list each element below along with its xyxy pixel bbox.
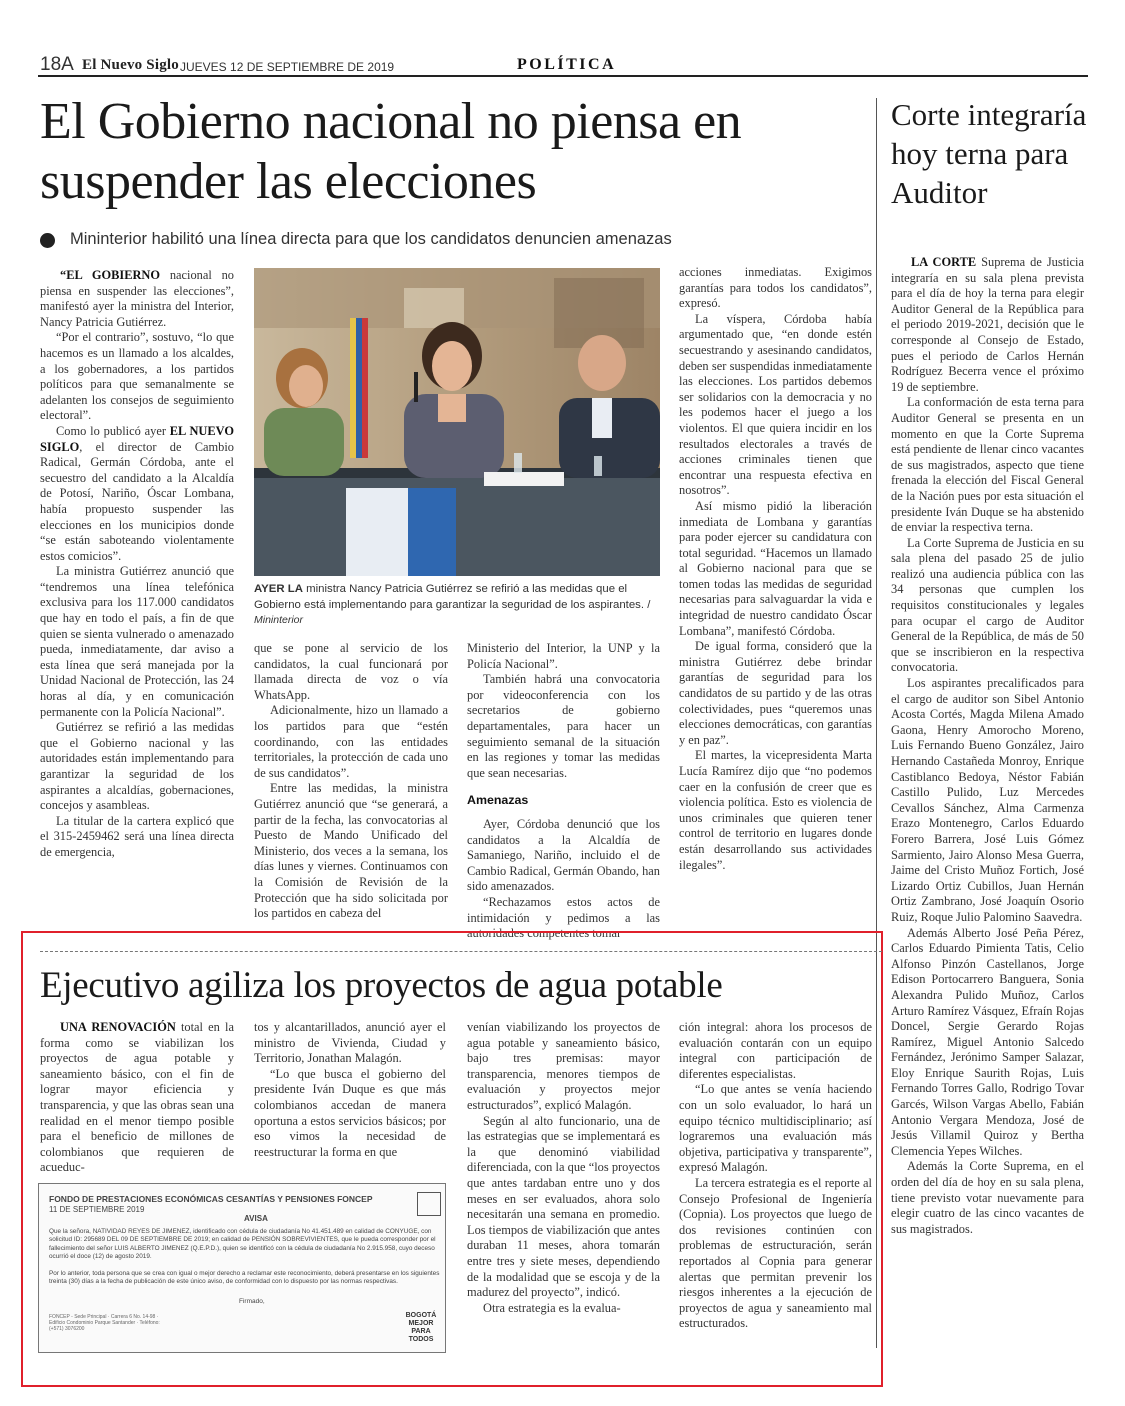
paragraph: que se pone al servicio de los candidatos, la cual funcionará por llamada directa de voz o vía WhatsApp. bbox=[254, 641, 448, 702]
paragraph: Gutiérrez se refirió a las medidas que el Gobierno nacional y las autoridades están implementando para garantizar la seguridad de los aspirantes a alcaldías, gobernaciones, concejos y asambleas. bbox=[40, 720, 234, 813]
notice-title: AVISA bbox=[244, 1214, 268, 1223]
paragraph: Ayer, Córdoba denunció que los candidatos a la Alcaldía de Samaniego, Nariño, incluido el de Cambio Radical, Germán Obando, han sido amenazados. bbox=[467, 816, 660, 894]
lead-in: “EL GOBIERNO bbox=[60, 268, 161, 282]
legal-notice bbox=[38, 1183, 446, 1353]
bullet-icon bbox=[40, 233, 55, 248]
paragraph: Además Alberto José Peña Pérez, Carlos Eduardo Pimienta Tatis, Celio Alfonso Pinzón Castellanos, Jorge Edison Portocarrero Banguera, Sonia Alexandra Pulido Muñoz, Carlos Arturo Ramírez Vásquez, Efraín Rojas Doncel, Sergie Gerardo Rojas Ramírez, Miguel Antonio Salcedo Fernández, Jerónimo Samper Salazar, Eloy Enrique Saurith Rojas, Luis Fernando Torres Gallo, Rodrigo Tovar Garcés, Wilson Vargas Abello, Fabián Antonio Vergara Mendoza, José de Jesús Villamil Quiroz y Bertha Clemencia Yepes Wilches. bbox=[891, 925, 1084, 1158]
paragraph: Suprema de Justicia integraría en su sala plena prevista para el día de hoy la terna para elegir Auditor General de la República para el periodo 2019-2021, decisión que le corresponde al Consejo de Estado, pues el periodo de Carlos Hernán Rodríguez Becerra vence el próximo 19 de septiembre. bbox=[891, 255, 1084, 394]
paragraph: “Por el contrario”, sostuvo, “lo que hacemos es un llamado a los alcaldes, a los gobernadores, a los partidos políticos para que semanalmente se adelanten los consejos de seguimiento electoral”. bbox=[40, 330, 234, 423]
paragraph: Como lo publicó ayer bbox=[56, 423, 170, 438]
story-divider bbox=[40, 951, 882, 952]
paragraph: “Rechazamos estos actos de intimidación y pedimos a las autoridades competentes tomar bbox=[467, 894, 660, 941]
paragraph: acciones inmediatas. Exigimos garantías para todos los candidatos”, expresó. bbox=[679, 265, 872, 311]
paragraph: “Lo que antes se venía haciendo con un solo evaluador, lo hará un equipo técnico multidisciplinario; así lograremos una evaluación más objetiva, participativa y transparente”, expresó Malagón. bbox=[679, 1082, 872, 1175]
paragraph: , el director de Cambio Radical, Germán Córdoba, ante el secuestro del candidato a la Alcaldía de Potosí, Nariño, Óscar Lombana, había propuesto suspender las elecciones en los municipios donde “se están saboteando violentamente estos comicios”. bbox=[40, 439, 234, 563]
second-column-1 bbox=[40, 1020, 234, 1175]
crest-icon bbox=[417, 1192, 441, 1216]
photo-credit: Mininterior bbox=[254, 614, 304, 626]
caption-lead: AYER LA bbox=[254, 583, 303, 595]
sidebar-headline: Corte integraría hoy terna para Auditor bbox=[891, 97, 1087, 210]
paragraph: Ministerio del Interior, la UNP y la Policía Nacional”. bbox=[467, 641, 660, 671]
section-name: POLÍTICA bbox=[517, 56, 617, 73]
main-headline: El Gobierno nacional no piensa en suspender las elecciones bbox=[40, 93, 742, 210]
issue-date: JUEVES 12 DE SEPTIEMBRE DE 2019 bbox=[180, 60, 395, 74]
paragraph: Según al alto funcionario, una de las estrategias que se implementará es la que denominó viabilidad diferenciada, con la que “los proyectos que antes tardaban entre uno y dos meses en ser evaluados, ahora solo necesitarán una semana en promedio. Los tiempos de viabilización que antes duraban 11 meses, ahora tomarán entre tres y siete meses, dependiendo de la modalidad que se escoja y de la madurez del proyecto”, indicó. bbox=[467, 1113, 660, 1300]
paragraph: De igual forma, consideró que la ministra Gutiérrez debe brindar garantías de seguridad para los candidatos de su partido y de las otras colectividades, pues “queremos unas elecciones democráticas, con garantías y en paz”. bbox=[679, 639, 872, 747]
paragraph: Además la Corte Suprema, en el orden del día de hoy en su sala plena, tiene previsto votar nuevamente para elegir cuatro de las cinco vacantes de sus magistrados. bbox=[891, 1159, 1084, 1236]
main-subhead: Mininterior habilitó una línea directa para que los candidatos denuncien amenazas bbox=[70, 230, 672, 248]
masthead: El Nuevo Siglo bbox=[82, 57, 179, 73]
paragraph: tos y alcantarillados, anunció ayer el ministro de Vivienda, Ciudad y Territorio, Jonathan Malagón. bbox=[254, 1020, 446, 1066]
paragraph: total en la forma como se viabilizan los proyectos de agua potable y saneamiento básico, con el fin de lograr mayor eficiencia y transparencia, y que las obras sean una realidad en el menor tiempo posible para el beneficio de millones de colombianos que requieren de acueduc- bbox=[40, 1020, 234, 1175]
paragraph: El martes, la vicepresidenta Marta Lucía Ramírez dijo que “no podemos caer en la confusión de creer que es violencia política. Esto es violencia de unos criminales que quieren tener control de territorio en lugares donde están desarrollando sus actividades ilegales”. bbox=[679, 748, 872, 872]
main-column-2 bbox=[254, 641, 448, 932]
notice-body: Que la señora, NATIVIDAD REYES DE JIMENEZ, identificado con cédula de ciudadanía No 41.451.489 en calidad de CONYUGE, con solicitud ID: 295689 DEL 09 DE SEPTIEMBRE DE 2019; en calidad de PENSIÓN SOBREVIVIENTES, que le pueda corresponder por el fallecimiento del señor LUIS ALBERTO JIMENEZ (Q.E.P.D.), quien se identificó con la cédula de ciudadanía No 2.915.958, cuyo deceso ocurrió el doce (12) de agosto 2019. bbox=[49, 1228, 436, 1260]
paragraph: Los aspirantes precalificados para el cargo de auditor son Sibel Antonio Acosta Cortés, Magda Milena Amado Gaona, Henry Amorocho Moreno, Luis Fernando Bueno González, Jairo Hernando Castañeda Monroy, Enrique Castiblanco Bedoya, Néstor Fabián Castillo Pulido, Luz Mercedes Cevallos Sánchez, Alma Carmenza Erazo Montenegro, Carlos Eduardo Forero Barrera, José Luis Gómez Sarmiento, Jairo Alonso Mesa Guerra, Jaime del Cristo Muñoz Fortich, José Lizardo Ortiz Cubillos, Juan Hernán Ortiz Zambrano, José Joaquín Osorio Ruiz, Roque Julio Palomino Saavedra. bbox=[891, 676, 1084, 924]
paragraph: La víspera, Córdoba había argumentado que, “en donde estén secuestrando y asesinando candidatos, deben ser suspendidas inmediatamente las elecciones. Los partidos debemos ser solidarios con la democracia y no les podemos hacer el juego a los violentos. El que quiera incidir en los resultados electorales a través de acciones criminales tienen que encontrar una respuesta efectiva en nosotros”. bbox=[679, 311, 872, 498]
paragraph: También habrá una convocatoria por videoconferencia con los secretarios de gobierno departamentales, para hacer un seguimiento semanal de la situación en las regiones y tomar las medidas que sean necesarias. bbox=[467, 672, 660, 780]
section-subhead: Amenazas bbox=[467, 793, 529, 808]
paragraph: Adicionalmente, hizo un llamado a los partidos para que “estén coordinando, con las entidades territoriales, la protección de cada uno de sus candidatos”. bbox=[254, 703, 448, 780]
paragraph: ción integral: ahora los procesos de evaluación contarán con un equipo integral con participación de diferentes especialistas. bbox=[679, 1020, 872, 1081]
page-number: 18A bbox=[40, 54, 74, 75]
photo-caption bbox=[254, 582, 660, 629]
main-column-1 bbox=[40, 268, 234, 932]
paragraph: nacional no piensa en suspender las elecciones”, manifestó ayer la ministra del Interior, Nancy Patricia Gutiérrez. bbox=[40, 268, 234, 329]
bogota-logo: BOGOTÁ MEJOR PARA TODOS bbox=[405, 1312, 437, 1343]
paragraph: Así mismo pidió la liberación inmediata de Lombana y garantías para poder ejercer su candidatura con total seguridad. “Hacemos un llamado al Gobierno nacional para que se tomen todas las medidas de seguridad necesarias para salvaguardar la vida e integridad de nuestro candidato Óscar Lombana”, manifestó Córdoba. bbox=[679, 498, 872, 638]
second-column-2 bbox=[254, 1020, 446, 1170]
caption-text: ministra Nancy Patricia Gutiérrez se refirió a las medidas que el Gobierno está implementando para garantizar la seguridad de los aspirantes. / bbox=[254, 583, 651, 611]
second-headline: Ejecutivo agiliza los proyectos de agua potable bbox=[40, 965, 723, 1006]
notice-org: FONDO DE PRESTACIONES ECONÓMICAS CESANTÍAS Y PENSIONES FONCEP bbox=[49, 1194, 373, 1204]
header-rule bbox=[38, 75, 1088, 77]
main-column-4 bbox=[679, 265, 872, 932]
lead-in: UNA RENOVACIÓN bbox=[60, 1020, 176, 1034]
paragraph: La Corte Suprema de Justicia en su sala plena del pasado 25 de julio realizó una audiencia pública con las 34 personas que cumplen los requisitos constitucionales y legales para ocupar el cargo de Auditor General de la República, de más de 50 que se inscribieron en la respectiva convocatoria. bbox=[891, 535, 1084, 675]
notice-date: 11 DE SEPTIEMBRE 2019 bbox=[49, 1205, 145, 1214]
paragraph: La titular de la cartera explicó que el 315-2459462 será una línea directa de emergencia, bbox=[40, 813, 234, 859]
notice-signed: Firmado, bbox=[239, 1298, 265, 1305]
second-column-3 bbox=[467, 1020, 660, 1355]
notice-footer: FONCEP - Sede Principal · Carrera 6 No. 14-98 · Edificio Condominio Parque Santander · Teléfono: (+571) 3076200 bbox=[49, 1314, 160, 1333]
paragraph: venían viabilizando los proyectos de agua potable y saneamiento básico, bajo tres premisas: mayor transparencia, menores tiempos de evaluación y proyectos mejor estructurados”, explicó Malagón. bbox=[467, 1020, 660, 1112]
paragraph: La ministra Gutiérrez anunció que “tendremos una línea telefónica exclusiva para los 117.000 candidatos que hay en todo el país, a fin de que quien se sienta vulnerado o amenazado pueda, inmediatamente, dar aviso a esta línea que será manejada por la Unidad Nacional de Protección, las 24 horas al día, y en comunicación permanente con la Policía Nacional”. bbox=[40, 564, 234, 719]
news-photo bbox=[254, 268, 660, 576]
paragraph: Otra estrategia es la evalua- bbox=[483, 1300, 621, 1315]
paragraph: “Lo que busca el gobierno del presidente Iván Duque es que más colombianos accedan de manera oportuna a estos servicios básicos; por eso vimos la necesidad de reestructurar la forma en que bbox=[254, 1066, 446, 1159]
newspaper-ref: EL NUEVO SIGLO bbox=[40, 423, 234, 454]
photo-illustration bbox=[254, 268, 660, 576]
lead-in: LA CORTE bbox=[911, 255, 977, 269]
paragraph: La conformación de esta terna para Auditor General se presenta en un momento en que la Corte Suprema está pendiente de llenar cinco vacantes de sus magistrados, aspecto que tiene frenada la elección del Fiscal General de la Nación pues por esta situación el presidente Iván Duque se ha abstenido de enviar la respectiva terna. bbox=[891, 395, 1084, 535]
notice-body-2: Por lo anterior, toda persona que se crea con igual o mejor derecho a reclamar este reconocimiento, deberá presentarse en los siguientes treinta (30) días a la fecha de publicación de este único aviso, de conformidad con lo dispuesto por las normas respectivas. bbox=[49, 1270, 440, 1286]
sidebar-column bbox=[891, 255, 1084, 1355]
second-column-4 bbox=[679, 1020, 872, 1355]
main-column-3 bbox=[467, 641, 660, 941]
paragraph: La tercera estrategia es el reporte al Consejo Profesional de Ingeniería (Copnia). Los proyectos que luego de dos revisiones continúen con problemas de estructuración, serán reportados al Copnia para generar alertas que permitan prevenir los riesgos inherentes a la ejecución de proyectos de agua y saneamiento mal estructurados. bbox=[679, 1175, 872, 1331]
paragraph: Entre las medidas, la ministra Gutiérrez anunció que “se generará, a partir de la fecha, las convocatorias al Puesto de Mando Unificado del Ministerio, dos veces a la semana, los días lunes y viernes. Continuamos con la Comisión de Revisión de la Protección que ha sido solicitada por los partidos en cabeza del bbox=[254, 781, 448, 921]
